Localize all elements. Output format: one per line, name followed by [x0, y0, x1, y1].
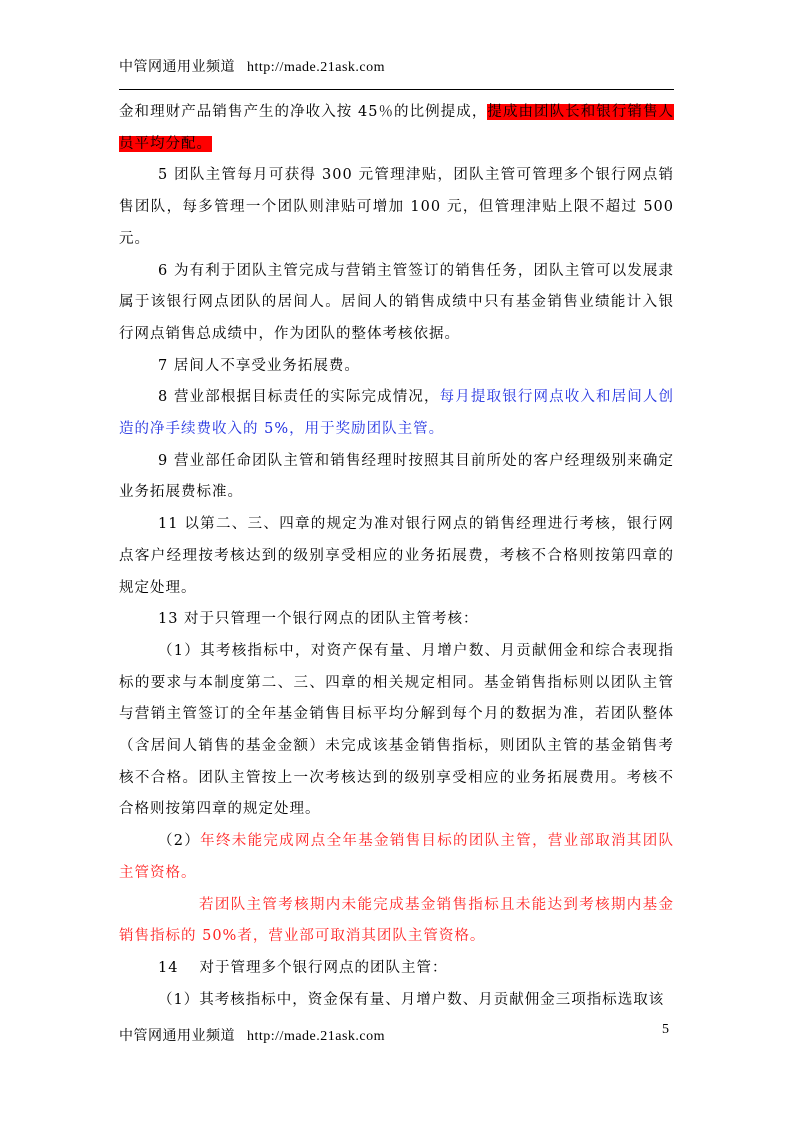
blue-text: 每月提取银行网点收入和居间人创造的净手续费收入的 5%，用于奖励团队主管。	[119, 389, 674, 438]
page-footer	[119, 1025, 385, 1045]
paragraph-13-1: （1）其考核指标中，对资产保有量、月增户数、月贡献佣金和综合表现指标的要求与本制度第二、三、四章的相关规定相同。基金销售指标则以团队主管与营销主管签订的全年基金销售目标平均分解到每个月的数据为准，若团队整体（含居间人销售的基金金额）未完成该基金销售指标，则团队主管的基金销售考核不合格。团队主管按上一次考核达到的级别享受相应的业务拓展费用。考核不合格则按第四章的规定处理。	[119, 642, 674, 818]
highlighted-text: 提成由团队长和银行销售人员平均分配。	[119, 104, 674, 152]
paragraph-13-2: （2）年终未能完成网点全年基金销售目标的团队主管，营业部取消其团队主管资格。	[119, 833, 675, 881]
footer-title: 中管网通用业频道	[119, 1028, 235, 1044]
paragraph-6: 6 为有利于团队主管完成与营销主管签订的销售任务，团队主管可以发展隶属于该银行网点团队的居间人。居间人的销售成绩中只有基金销售业绩能计入银行网点销售总成绩中，作为团队的整体考核依据。	[119, 262, 674, 342]
paragraph-13: 13 对于只管理一个银行网点的团队主管考核：	[158, 611, 479, 628]
paragraph-7: 7 居间人不享受业务拓展费。	[158, 357, 360, 374]
paragraph-5: 5 团队主管每月可获得 300 元管理津贴，团队主管可管理多个银行网点销售团队，每多管理一个团队则津贴可增加 100 元，但管理津贴上限不超过 500 元。	[119, 167, 674, 247]
paragraph-14-1: （1）其考核指标中，资金保有量、月增户数、月贡献佣金三项指标选取该	[158, 991, 665, 1008]
paragraph-13-2b: 若团队主管考核期内未能完成基金销售指标且未能达到考核期内基金销售指标的 50%者，营业部可取消其团队主管资格。	[119, 896, 674, 945]
page-header	[119, 56, 385, 76]
paragraph-9: 9 营业部任命团队主管和销售经理时按照其目前所处的客户经理级别来确定业务拓展费标准。	[119, 452, 674, 501]
footer-url[interactable]: http://made.21ask.com	[247, 1029, 386, 1044]
header-url[interactable]: http://made.21ask.com	[247, 60, 386, 75]
red-text: 年终未能完成网点全年基金销售目标的团队主管，营业部取消其团队主管资格。	[119, 833, 675, 881]
document-body	[119, 97, 674, 1016]
paragraph-1: 金和理财产品销售产生的净收入按 45％的比例提成，提成由团队长和银行销售人员平均分配。	[119, 104, 674, 152]
paragraph-14: 14 对于管理多个银行网点的团队主管：	[158, 959, 448, 976]
page-number: 5	[662, 1022, 669, 1037]
header-rule	[119, 89, 674, 90]
paragraph-8: 8 营业部根据目标责任的实际完成情况，每月提取银行网点收入和居间人创造的净手续费收入的 5%，用于奖励团队主管。	[119, 389, 674, 438]
header-title: 中管网通用业频道	[119, 59, 235, 75]
paragraph-11: 11 以第二、三、四章的规定为准对银行网点的销售经理进行考核，银行网点客户经理按考核达到的级别享受相应的业务拓展费，考核不合格则按第四章的规定处理。	[119, 516, 674, 596]
